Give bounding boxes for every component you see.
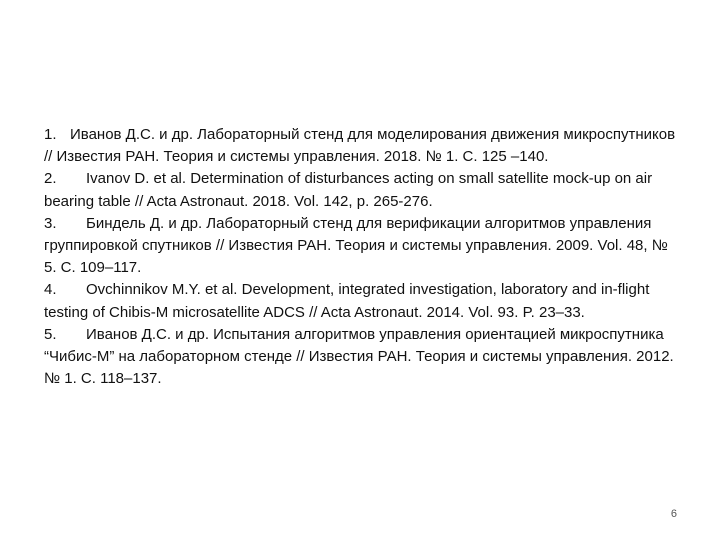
reference-item [44,124,684,168]
reference-item [44,324,684,391]
reference-item [44,168,684,212]
reference-list [44,124,684,390]
reference-text: Иванов Д.С. и др. Испытания алгоритмов управления ориентацией микроспутника “Чибис-М” на лабораторном стенде // Известия РАН. Теория и системы управления. 2012. № 1. С. 118–137. [44,325,674,388]
reference-text: Ivanov D. et al. Determination of disturbances acting on small satellite mock-up on air bearing table // Acta Astronaut. 2018. Vol. 142, p. 265-276. [44,170,653,210]
reference-number: 4. [44,281,57,299]
page-number: 6 [670,508,677,520]
reference-number: 5. [44,325,57,343]
reference-text: Ovchinnikov M.Y. et al. Development, integrated investigation, laboratory and in-flight testing of Chibis-M microsatellite ADCS // Acta Astronaut. 2014. Vol. 93. P. 23–33. [44,281,650,321]
reference-text: Иванов Д.С. и др. Лабораторный стенд для моделирования движения микроспутников // Известия РАН. Теория и системы управления. 2018. № 1. С. 125 –140. [44,126,676,166]
reference-number: 1. [44,126,57,143]
reference-text: Биндель Д. и др. Лабораторный стенд для верификации алгоритмов управления группировкой спутников // Известия РАН. Теория и системы управления. 2009. Vol. 48, № 5. С. 109–117. [44,214,668,277]
reference-number: 2. [44,170,57,188]
reference-item [44,213,684,280]
reference-item [44,279,684,323]
reference-number: 3. [44,214,57,232]
